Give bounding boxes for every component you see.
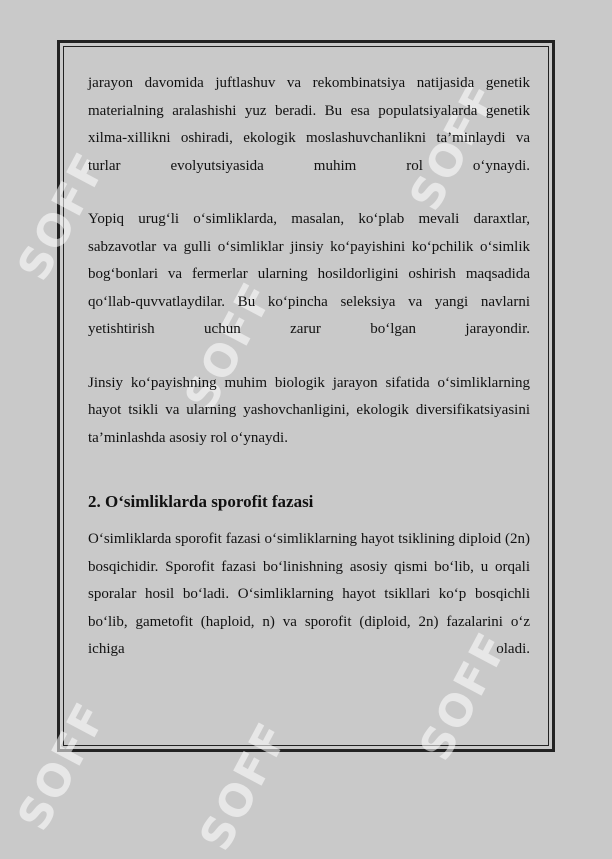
watermark-6: SOFF (410, 623, 520, 769)
watermark-4: SOFF (8, 693, 118, 839)
section-heading: 2. O‘simliklarda sporofit fazasi (88, 492, 314, 511)
watermark-1: SOFF (8, 143, 118, 289)
watermark-5: SOFF (190, 713, 300, 859)
paragraph-2: Yopiq urug‘li o‘simliklarda, masalan, ko‘plab mevali daraxtlar, sabzavotlar va gulli o‘simliklar jinsiy ko‘payishini ko‘pchilik o‘simlik bog‘bonlari va fermerlar ularning hosildorligini oshirish maqsadida qo‘llab-quvvatlaydilar. Bu ko‘pincha seleksiya va yangi navlarni yetishtirish uchun zarur bo‘lgan jarayondir. (88, 211, 530, 337)
document-body (88, 70, 530, 690)
paragraph-1: jarayon davomida juftlashuv va rekombinatsiya natijasida genetik materialning aralashishi yuz beradi. Bu esa populatsiyalarda genetik xilma-xillikni oshiradi, ekologik moslashuvchanlikni ta’minlaydi va turlar evolyutsiyasida muhim rol o‘ynaydi. (88, 75, 530, 174)
section-paragraph: O‘simliklarda sporofit fazasi o‘simliklarning hayot tsiklining diploid (2n) bosqichidir. Sporofit fazasi bo‘linishning asosiy qismi bo‘lib, u orqali sporalar hosil bo‘ladi. O‘simliklarning hayot tsikllari ko‘p bosqichli bo‘lib, gametofit (haploid, n) va sporofit (diploid, 2n) fazalarini o‘z ichiga oladi. (88, 531, 530, 657)
watermark-3: SOFF (400, 73, 510, 219)
paragraph-3: Jinsiy ko‘payishning muhim biologik jarayon sifatida o‘simliklarning hayot tsikli va ularning yashovchanligini, ekologik diversifikatsiyasini ta’minlashda asosiy rol o‘ynaydi. (88, 374, 530, 446)
watermark-2: SOFF (175, 273, 285, 419)
